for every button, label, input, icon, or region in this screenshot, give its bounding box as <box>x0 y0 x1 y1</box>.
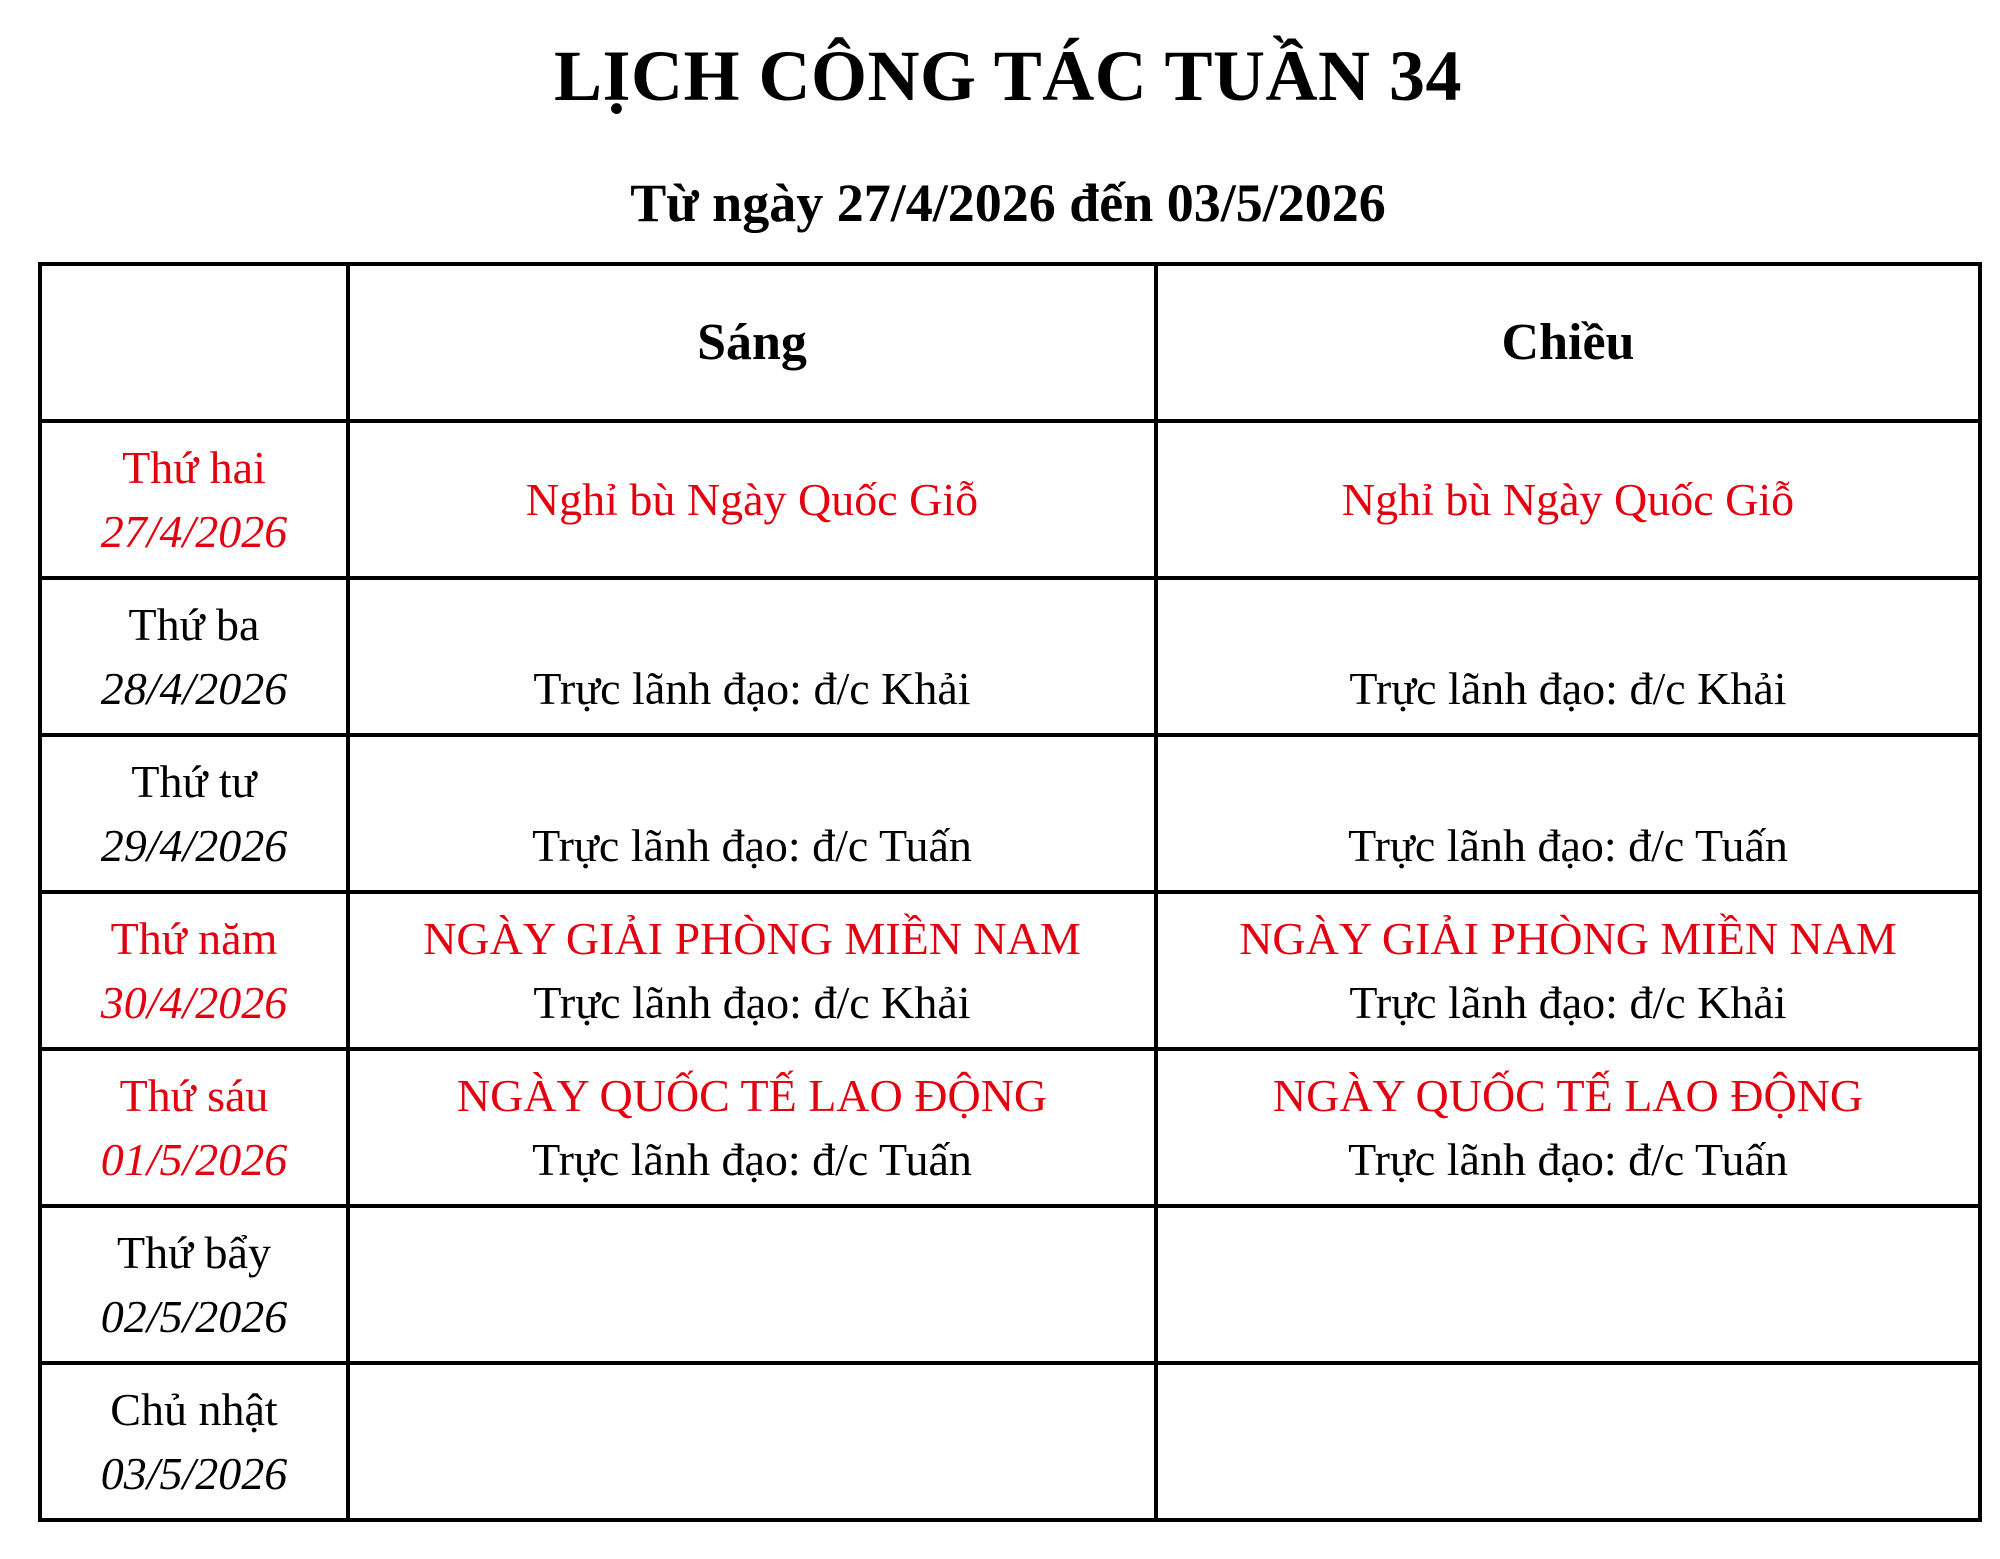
table-row <box>40 1363 1980 1520</box>
day-name: Thứ năm <box>110 912 278 964</box>
morning-cell <box>348 421 1156 578</box>
day-cell <box>40 421 348 578</box>
duty-text: Trực lãnh đạo: đ/c Khải <box>533 976 971 1028</box>
day-cell <box>40 892 348 1049</box>
header-day <box>40 264 348 421</box>
header-afternoon: Chiều <box>1156 264 1980 421</box>
day-cell <box>40 1206 348 1363</box>
morning-cell <box>348 892 1156 1049</box>
empty-line <box>350 593 1154 657</box>
holiday-note: Nghỉ bù Ngày Quốc Giỗ <box>525 473 979 525</box>
day-cell <box>40 735 348 892</box>
table-row <box>40 735 1980 892</box>
day-name: Thứ sáu <box>119 1069 269 1121</box>
day-name: Thứ ba <box>128 598 260 650</box>
holiday-note: Nghỉ bù Ngày Quốc Giỗ <box>1341 473 1795 525</box>
header-row <box>40 264 1980 421</box>
afternoon-cell <box>1156 578 1980 735</box>
header-morning: Sáng <box>348 264 1156 421</box>
day-date: 03/5/2026 <box>100 1447 288 1499</box>
table-row <box>40 1049 1980 1206</box>
day-name: Thứ tư <box>131 755 257 807</box>
duty-text: Trực lãnh đạo: đ/c Khải <box>1349 976 1787 1028</box>
day-date: 01/5/2026 <box>100 1133 288 1185</box>
page-subtitle: Từ ngày 27/4/2026 đến 03/5/2026 <box>630 173 1386 233</box>
day-cell <box>40 578 348 735</box>
schedule-table <box>38 262 1982 1522</box>
page-title: LỊCH CÔNG TÁC TUẦN 34 <box>554 36 1462 116</box>
table-row <box>40 892 1980 1049</box>
afternoon-cell <box>1156 1206 1980 1363</box>
day-date: 30/4/2026 <box>100 976 288 1028</box>
empty-line <box>1158 750 1978 814</box>
day-cell <box>40 1363 348 1520</box>
afternoon-cell <box>1156 1363 1980 1520</box>
empty-line <box>350 750 1154 814</box>
table-row <box>40 578 1980 735</box>
day-name: Thứ hai <box>122 441 266 493</box>
holiday-event: NGÀY QUỐC TẾ LAO ĐỘNG <box>1272 1069 1864 1121</box>
morning-cell <box>348 1049 1156 1206</box>
morning-cell <box>348 735 1156 892</box>
table-row <box>40 421 1980 578</box>
holiday-event: NGÀY QUỐC TẾ LAO ĐỘNG <box>456 1069 1048 1121</box>
day-name: Chủ nhật <box>110 1383 278 1435</box>
day-date: 28/4/2026 <box>100 662 288 714</box>
holiday-event: NGÀY GIẢI PHÒNG MIỀN NAM <box>423 912 1081 964</box>
morning-cell <box>348 1206 1156 1363</box>
morning-cell <box>348 1363 1156 1520</box>
duty-text: Trực lãnh đạo: đ/c Tuấn <box>1348 1133 1788 1185</box>
duty-text: Trực lãnh đạo: đ/c Tuấn <box>532 819 972 871</box>
afternoon-cell <box>1156 735 1980 892</box>
day-name: Thứ bẩy <box>117 1226 271 1278</box>
day-cell <box>40 1049 348 1206</box>
holiday-event: NGÀY GIẢI PHÒNG MIỀN NAM <box>1239 912 1897 964</box>
table-row <box>40 1206 1980 1363</box>
duty-text: Trực lãnh đạo: đ/c Tuấn <box>1348 819 1788 871</box>
morning-cell <box>348 578 1156 735</box>
day-date: 02/5/2026 <box>100 1290 288 1342</box>
afternoon-cell <box>1156 421 1980 578</box>
empty-line <box>1158 593 1978 657</box>
afternoon-cell <box>1156 892 1980 1049</box>
duty-text: Trực lãnh đạo: đ/c Tuấn <box>532 1133 972 1185</box>
afternoon-cell <box>1156 1049 1980 1206</box>
day-date: 27/4/2026 <box>100 505 288 557</box>
duty-text: Trực lãnh đạo: đ/c Khải <box>1349 662 1787 714</box>
day-date: 29/4/2026 <box>100 819 288 871</box>
duty-text: Trực lãnh đạo: đ/c Khải <box>533 662 971 714</box>
